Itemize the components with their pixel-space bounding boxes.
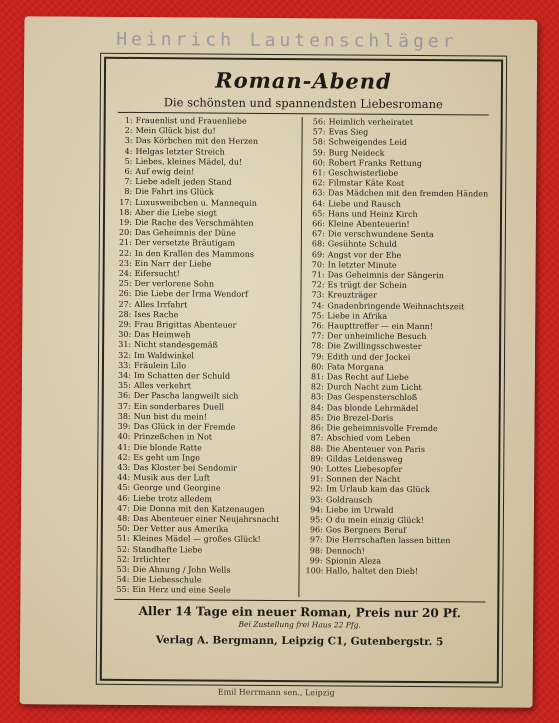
item-title: Luxusweibchen u. Mannequin (135, 197, 257, 208)
item-number: 89: (310, 453, 324, 464)
item-number: 42: (117, 452, 131, 462)
item-number: 30: (118, 330, 132, 340)
item-title: Auf ewig dein! (135, 167, 195, 177)
item-number: 19: (119, 217, 133, 228)
item-number: 51: (116, 534, 130, 544)
item-number: 33: (118, 360, 132, 370)
item-number: 66: (312, 219, 325, 229)
item-number: 21: (118, 238, 132, 248)
item-number: 24: (118, 268, 132, 279)
item-number: 69: (311, 249, 325, 259)
item-title: Das Gespensterschloß (326, 392, 418, 403)
catalog-frame (100, 57, 503, 684)
item-title: Im Schatten der Schuld (133, 371, 231, 381)
item-title: O du mein einzig Glück! (325, 515, 424, 525)
item-number: 80: (311, 362, 324, 372)
title-list (102, 116, 500, 598)
item-number: 40: (117, 432, 131, 442)
item-title: Die Abenteuer von Paris (326, 443, 425, 454)
item-title: Das blonde Lehrmädel (326, 403, 419, 413)
booklet-cover (20, 16, 538, 708)
item-title: Der verlorene Sohn (134, 279, 215, 289)
item-number: 27: (118, 299, 132, 309)
item-number: 31: (118, 340, 132, 350)
item-title: Prinzeßchen in Not (133, 432, 213, 442)
item-title: Liebe adelt jeden Stand (135, 177, 232, 187)
item-title: Frau Brigittas Abenteuer (134, 320, 237, 330)
item-number: 20: (118, 228, 132, 238)
item-number: 100: (305, 566, 324, 576)
item-title: Alles Irrfahrt (134, 299, 188, 310)
item-number: 86: (310, 423, 324, 433)
item-number: 17: (119, 197, 133, 207)
item-number: 79: (311, 351, 325, 361)
item-number: 76: (311, 321, 325, 331)
item-title: Die Liebesschule (132, 575, 202, 585)
item-number: 28: (118, 309, 132, 319)
item-number: 98: (309, 545, 323, 555)
item-title: Das Mädchen mit den fremden Händen (328, 188, 489, 199)
item-number: 37: (117, 401, 131, 411)
item-number: 65: (312, 209, 326, 219)
item-number: 93: (310, 494, 324, 504)
item-number: 29: (118, 319, 132, 330)
item-title: Evas Sieg (328, 127, 369, 137)
item-title: Liebe und Rausch (328, 198, 401, 209)
item-number: 54: (116, 575, 130, 585)
item-number: 3: (124, 136, 133, 146)
item-title: Helgas letzter Streich (135, 146, 225, 157)
item-title: Burg Neideck (328, 147, 385, 158)
item-title: Es trügt der Schein (327, 280, 407, 291)
item-title: Die Zwillingsschwester (327, 341, 422, 352)
item-title: Dennoch! (325, 545, 365, 556)
item-number: 62: (312, 178, 326, 188)
catalog-footer (102, 603, 497, 648)
delivery-note: Bei Zustellung frei Haus 22 Pfg. (238, 619, 361, 630)
item-number: 92: (310, 484, 324, 494)
item-title: Nun bist du mein! (133, 411, 208, 422)
item-number: 94: (310, 504, 324, 515)
item-title: Das Geheimnis der Sängerin (327, 270, 445, 281)
item-title: Die geheimnisvolle Fremde (326, 423, 438, 434)
item-number: 56: (312, 117, 326, 127)
item-title: Ein Narr der Liebe (134, 258, 212, 269)
item-title: Ein sonderbares Duell (133, 401, 225, 412)
item-title: In letzter Minute (327, 260, 397, 270)
item-title: Das Heimweh (134, 330, 191, 340)
item-number: 71: (311, 270, 325, 280)
item-number: 18: (119, 207, 133, 217)
item-number: 59: (312, 147, 326, 157)
item-number: 82: (310, 382, 324, 392)
item-number: 81: (310, 372, 324, 382)
item-title: Edith und der Jockei (327, 352, 411, 362)
item-number: 63: (312, 188, 326, 198)
item-number: 41: (117, 442, 131, 452)
item-title: Filmstar Käte Kost (328, 178, 405, 189)
title-list-left (112, 116, 302, 597)
item-title: Kreuzträger (327, 290, 377, 301)
item-number: 2: (124, 126, 133, 136)
item-number: 90: (310, 464, 324, 474)
release-price-line: Aller 14 Tage ein neuer Roman, Preis nur 20 Pf. (138, 603, 461, 620)
item-title: Das Glück in der Fremde (133, 422, 236, 432)
item-title: Die Ahnung / John Wells (132, 564, 231, 575)
item-title: Standhafte Liebe (132, 544, 203, 555)
item-title: Eifersucht! (134, 269, 180, 279)
item-number: 88: (310, 443, 324, 453)
item-title: Fata Morgana (326, 362, 384, 372)
item-title: Gos Bergners Beruf (325, 525, 407, 536)
item-title: Sonnen der Nacht (326, 474, 401, 484)
item-number: 34: (117, 370, 131, 381)
item-number: 77: (311, 331, 325, 341)
item-number: 1: (124, 115, 133, 125)
item-number: 70: (311, 260, 325, 270)
item-number: 52: (116, 544, 130, 554)
item-title: Abschied vom Leben (326, 433, 411, 444)
divider (118, 112, 489, 116)
title-list-right (299, 117, 490, 598)
item-title: Im Urlaub kam das Glück (326, 484, 430, 495)
item-number: 97: (309, 535, 323, 545)
item-title: Die Rache des Verschmähten (134, 218, 254, 228)
item-number: 26: (118, 289, 132, 299)
item-number: 8: (124, 187, 133, 197)
item-number: 25: (118, 279, 132, 289)
item-number: 23: (118, 258, 132, 268)
catalog-title: Roman-Abend (215, 67, 392, 94)
publisher-line: Verlag A. Bergmann, Leipzig C1, Gutenbergstr. 5 (155, 633, 444, 648)
item-title: Das Kloster bei Sendomir (133, 462, 238, 473)
item-title: Die Herrschaften lassen bitten (325, 535, 451, 546)
item-title: Das Geheimnis der Düne (134, 228, 236, 238)
item-number: 91: (310, 474, 324, 484)
item-number: 22: (118, 248, 132, 258)
item-title: Hallo, haltet den Dieb! (325, 566, 419, 576)
item-number: 96: (309, 525, 323, 535)
item-title: Kleines Mädel — großes Glück! (132, 534, 261, 545)
item-number: 46: (117, 493, 131, 503)
item-number: 68: (311, 239, 325, 249)
item-title: Ein Herz und eine Seele (132, 585, 231, 596)
item-title: Nicht standesgemäß (134, 340, 218, 351)
item-number: 74: (311, 300, 325, 310)
item-number: 53: (116, 564, 130, 574)
item-title: Die Donna mit den Katzenaugen (132, 503, 265, 514)
item-number: 52: (116, 554, 130, 564)
item-number: 32: (118, 350, 132, 360)
item-number: 84: (310, 402, 324, 413)
item-title: Die Fahrt ins Glück (135, 187, 214, 197)
item-number: 43: (117, 462, 131, 472)
item-title: Goldrausch (326, 494, 373, 505)
item-number: 35: (117, 381, 131, 391)
item-number: 7: (124, 177, 133, 187)
item-title: Das Recht auf Liebe (326, 372, 409, 382)
item-title: Kleine Abenteuerin! (327, 219, 410, 229)
item-number: 38: (117, 411, 131, 421)
item-title: Gnadenbringende Weihnachtszeit (327, 300, 465, 311)
item-number: 95: (309, 515, 323, 525)
item-number: 73: (311, 290, 325, 300)
item-title: Musik aus der Luft (133, 473, 211, 483)
item-number: 48: (116, 513, 130, 523)
item-number: 75: (311, 311, 325, 321)
item-number: 57: (312, 127, 326, 137)
item-title: Fräulein Lilo (133, 360, 187, 371)
item-title: Aber die Liebe siegt (135, 207, 217, 218)
item-number: 50: (116, 524, 130, 534)
item-title: Durch Nacht zum Licht (326, 382, 422, 393)
item-title: Lottes Liebesopfer (326, 464, 403, 474)
item-title: Die Liebe der Irma Wendorf (134, 289, 249, 300)
item-title: Das Abenteuer einer Neujahrsnacht (132, 513, 280, 524)
item-title: Die Brezel-Doris (326, 413, 394, 423)
item-number: 58: (312, 137, 326, 147)
item-number: 72: (311, 280, 325, 290)
item-number: 64: (312, 198, 326, 208)
item-number: 55: (116, 585, 130, 595)
item-number: 83: (310, 392, 324, 402)
catalog-subtitle: Die schönsten und spannendsten Liebesromane (163, 95, 443, 112)
item-title: Alles verkehrt (133, 381, 192, 391)
item-title: Haupttreffer — ein Mann! (327, 321, 434, 332)
item-title: Angst vor der Ehe (327, 249, 402, 260)
item-title: Der Pascha langweilt sich (133, 391, 239, 402)
item-title: In den Krallen des Mammons (134, 248, 255, 259)
item-number: 5: (124, 156, 133, 166)
item-number: 61: (312, 168, 326, 178)
item-number: 78: (311, 341, 325, 351)
item-title: Das Körbchen mit den Herzen (135, 136, 259, 147)
item-title: Geschwisterliebe (328, 168, 399, 178)
item-number: 67: (311, 229, 325, 239)
item-title: Gildas Leidensweg (326, 454, 403, 464)
item-number: 44: (117, 472, 131, 483)
item-title: Der versetzte Bräutigam (134, 238, 236, 249)
item-number: 45: (117, 483, 131, 493)
item-number: 47: (117, 503, 131, 513)
item-title: Heimlich verheiratet (328, 117, 414, 127)
list-item (306, 566, 488, 577)
item-title: Die blonde Ratte (133, 442, 202, 452)
item-title: Der Vetter aus Amerika (132, 524, 229, 534)
item-number: 6: (124, 166, 133, 176)
item-title: Ises Rache (134, 309, 179, 320)
owner-stamp: Heinrich Lautenschläger (116, 28, 458, 53)
item-title: Mein Glück bist du! (135, 126, 216, 136)
item-title: George und Georgine (133, 483, 221, 493)
list-item (112, 585, 294, 596)
item-title: Im Waldwinkel (134, 350, 195, 361)
divider (114, 598, 485, 602)
item-number: 4: (124, 146, 133, 156)
item-title: Liebe in Afrika (327, 311, 388, 321)
item-title: Irrlichter (132, 554, 170, 564)
item-title: Robert Franks Rettung (328, 158, 423, 168)
item-title: Der unheimliche Besuch (327, 331, 427, 342)
printer-credit: Emil Herrmann sen., Leipzig (217, 687, 335, 698)
item-title: Hans und Heinz Kirch (328, 209, 418, 219)
item-title: Es geht um Inge (133, 452, 201, 463)
item-number: 36: (117, 391, 131, 401)
item-number: 87: (310, 433, 324, 443)
item-number: 99: (309, 555, 323, 566)
item-title: Gesühnte Schuld (327, 239, 397, 250)
item-title: Spionin Aleza (325, 556, 382, 566)
item-title: Frauenlist und Frauenliebe (135, 115, 247, 126)
item-number: 39: (117, 421, 131, 432)
item-title: Liebe trotz alledem (133, 493, 212, 504)
item-title: Die verschwundene Senta (327, 229, 434, 240)
item-title: Liebes, kleines Mädel, du! (135, 156, 243, 167)
item-number: 85: (310, 413, 324, 423)
item-title: Schweigendes Leid (328, 137, 408, 148)
item-title: Liebe im Urwald (325, 505, 394, 515)
item-number: 60: (312, 158, 326, 168)
